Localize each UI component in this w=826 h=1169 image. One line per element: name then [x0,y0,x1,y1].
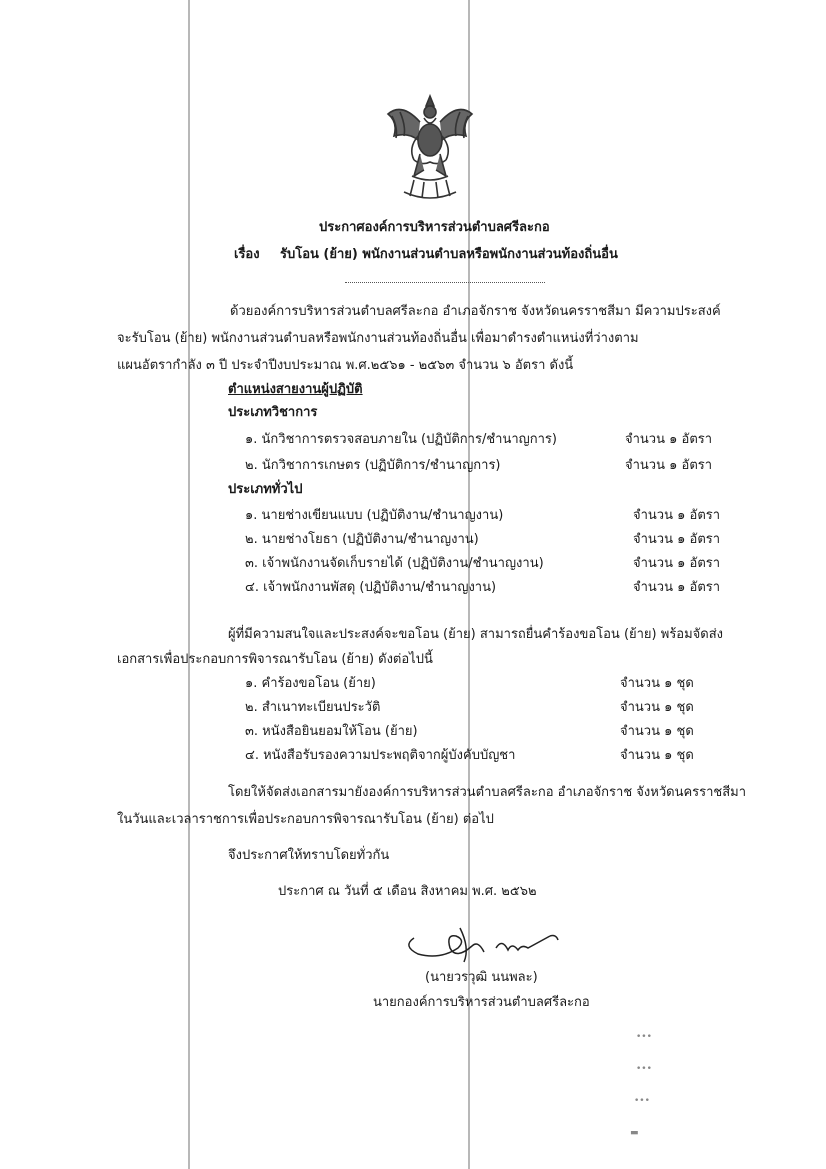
general-item-4-count: จำนวน ๑ อัตรา [633,580,721,595]
scan-line-left [188,0,190,1169]
general-item-2-name: ๒. นายช่างโยธา (ปฏิบัติงาน/ชำนาญงาน) [245,532,479,547]
document-item-4-name: ๔. หนังสือรับรองความประพฤติจากผู้บังคับบัญชา [245,748,516,763]
scan-mark: ▬ [630,1128,639,1138]
documents-line-2: เอกสารเพื่อประกอบการพิจารณารับโอน (ย้าย) ดังต่อไปนี้ [117,652,433,667]
scan-mark: ••• [636,1064,652,1074]
document-item-3-name: ๓. หนังสือยินยอมให้โอน (ย้าย) [245,724,418,739]
announcement-title: ประกาศองค์การบริหารส่วนตำบลศรีละกอ [319,220,550,235]
subject-text: รับโอน (ย้าย) พนักงานส่วนตำบลหรือพนักงานส่วนท้องถิ่นอื่น [280,247,618,262]
general-item-2-count: จำนวน ๑ อัตรา [633,532,721,547]
submission-line-2: ในวันและเวลาราชการเพื่อประกอบการพิจารณารับโอน (ย้าย) ต่อไป [117,812,494,827]
academic-item-1-name: ๑. นักวิชาการตรวจสอบภายใน (ปฏิบัติการ/ชำนาญการ) [245,432,557,447]
closing-text: จึงประกาศให้ทราบโดยทั่วกัน [228,848,390,863]
academic-item-1-count: จำนวน ๑ อัตรา [625,432,713,447]
document-item-4-count: จำนวน ๑ ชุด [620,748,694,763]
scan-mark: ••• [634,1096,650,1106]
intro-line-3: แผนอัตรากำลัง ๓ ปี ประจำปีงบประมาณ พ.ศ.๒๕๖๑ - ๒๕๖๓ จำนวน ๖ อัตรา ดังนี้ [117,358,574,373]
general-heading: ประเภททั่วไป [228,482,303,497]
general-item-3-count: จำนวน ๑ อัตรา [633,556,721,571]
general-item-4-name: ๔. เจ้าพนักงานพัสดุ (ปฏิบัติงาน/ชำนาญงาน) [245,580,497,595]
signer-name: (นายวรวุฒิ นนพละ) [425,970,538,985]
general-item-1-count: จำนวน ๑ อัตรา [633,508,721,523]
subject-label: เรื่อง [234,247,260,262]
separator-dots [345,282,545,283]
document-item-2-count: จำนวน ๑ ชุด [620,700,694,715]
garuda-emblem [384,92,476,204]
documents-line-1: ผู้ที่มีความสนใจและประสงค์จะขอโอน (ย้าย) สามารถยื่นคำร้องขอโอน (ย้าย) พร้อมจัดส่ง [228,627,724,642]
document-item-1-count: จำนวน ๑ ชุด [620,676,694,691]
positions-heading: ตำแหน่งสายงานผู้ปฏิบัติ [228,382,363,397]
date-line: ประกาศ ณ วันที่ ๕ เดือน สิงหาคม พ.ศ. ๒๕๖๒ [278,884,537,899]
intro-line-1: ด้วยองค์การบริหารส่วนตำบลศรีละกอ อำเภอจักราช จังหวัดนครราชสีมา มีความประสงค์ [230,304,721,319]
signer-position: นายกองค์การบริหารส่วนตำบลศรีละกอ [373,995,590,1010]
academic-heading: ประเภทวิชาการ [228,405,318,420]
handwritten-signature [400,918,570,968]
document-item-1-name: ๑. คำร้องขอโอน (ย้าย) [245,676,376,691]
intro-line-2: จะรับโอน (ย้าย) พนักงานส่วนตำบลหรือพนักงานส่วนท้องถิ่นอื่น เพื่อมาดำรงตำแหน่งที่ว่างตาม [117,331,639,346]
academic-item-2-count: จำนวน ๑ อัตรา [625,458,713,473]
document-item-2-name: ๒. สำเนาทะเบียนประวัติ [245,700,381,715]
submission-line-1: โดยให้จัดส่งเอกสารมายังองค์การบริหารส่วนตำบลศรีละกอ อำเภอจักราช จังหวัดนครราชสีมา [228,785,747,800]
general-item-3-name: ๓. เจ้าพนักงานจัดเก็บรายได้ (ปฏิบัติงาน/ชำนาญงาน) [245,556,544,571]
general-item-1-name: ๑. นายช่างเขียนแบบ (ปฏิบัติงาน/ชำนาญงาน) [245,508,504,523]
document-item-3-count: จำนวน ๑ ชุด [620,724,694,739]
academic-item-2-name: ๒. นักวิชาการเกษตร (ปฏิบัติการ/ชำนาญการ) [245,458,501,473]
scan-mark: ••• [636,1032,652,1042]
